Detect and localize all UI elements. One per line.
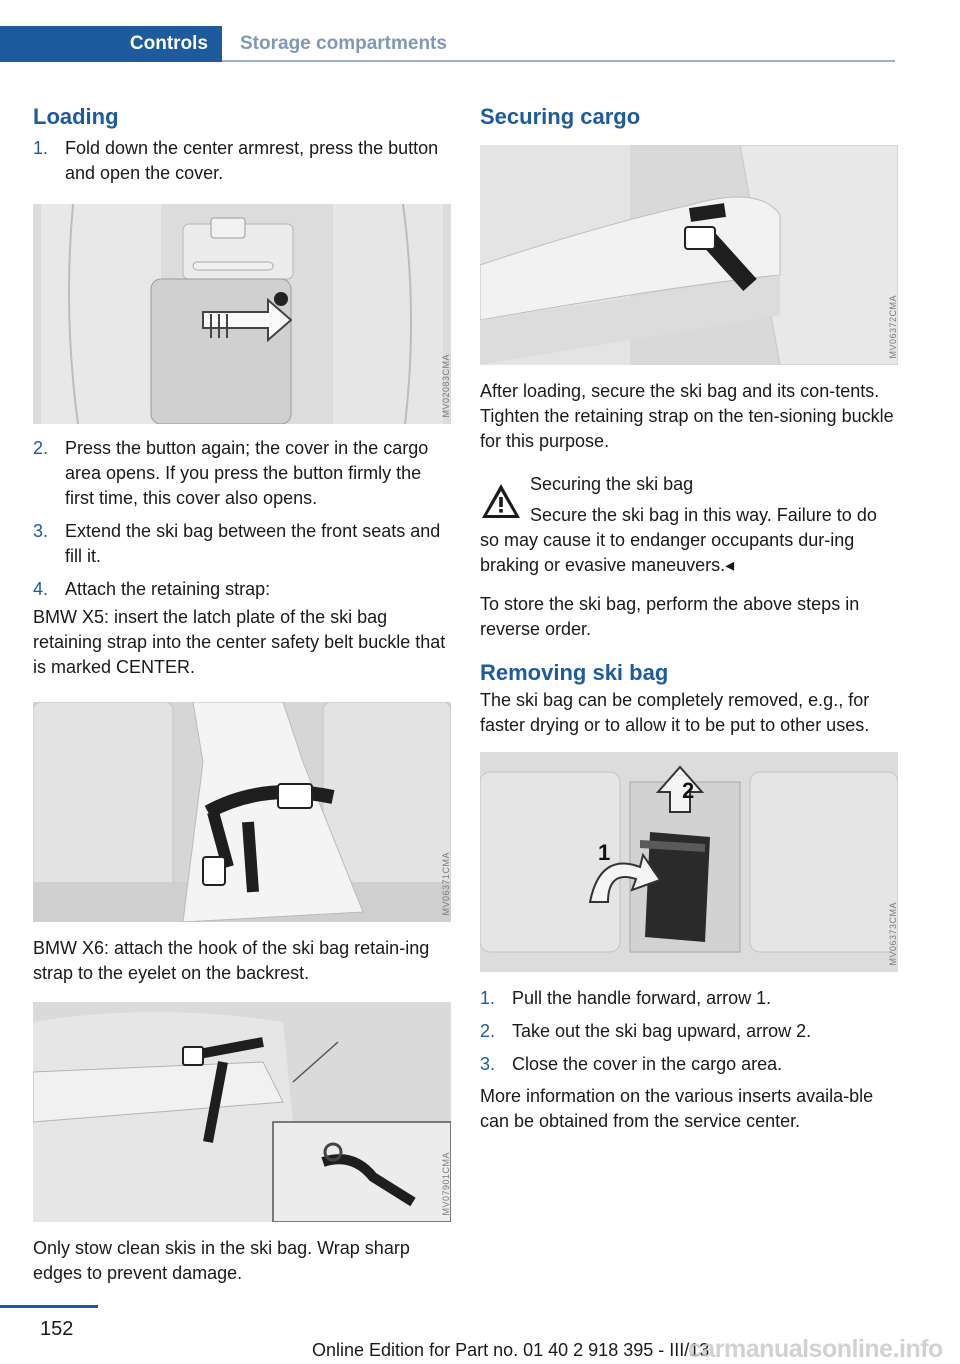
x5-strap-illustration bbox=[33, 702, 451, 922]
x6-hook-illustration bbox=[33, 1002, 451, 1222]
step-text: Pull the handle forward, arrow 1. bbox=[512, 988, 772, 1008]
ski-stowing-note: Only stow clean skis in the ski bag. Wrap sharp edges to prevent damage. bbox=[33, 1238, 410, 1283]
page-header bbox=[0, 26, 895, 62]
step-text: Take out the ski bag upward, arrow 2. bbox=[512, 1021, 812, 1041]
figure-code: MV06372CMA bbox=[888, 295, 898, 359]
loading-step-2 bbox=[33, 436, 451, 511]
section-tab-controls[interactable]: Controls bbox=[0, 26, 222, 62]
step-text: Fold down the center armrest, press the button and open the cover. bbox=[65, 138, 439, 183]
warning-title: Securing the ski bag bbox=[530, 474, 694, 494]
removal-step-2 bbox=[480, 1019, 898, 1044]
right-column bbox=[480, 100, 898, 1134]
step-number: 1. bbox=[480, 988, 496, 1008]
figure-code: MV06373CMA bbox=[888, 902, 898, 966]
figure-removing-bag bbox=[480, 752, 898, 972]
removal-step-1 bbox=[480, 986, 898, 1011]
securing-instructions: After loading, secure the ski bag and its con‐tents. Tighten the retaining strap on the ten‐sioning buckle for this purpose. bbox=[480, 381, 894, 451]
x5-instructions: BMW X5: insert the latch plate of the ski bag retaining strap into the center safety belt buckle that is marked CENTER. bbox=[33, 607, 446, 677]
warning-block bbox=[480, 472, 898, 578]
header-rule bbox=[222, 60, 895, 62]
step-text: Press the button again; the cover in the cargo area opens. If you press the button firmly the first time, this cover also opens. bbox=[65, 438, 429, 508]
loading-step-3 bbox=[33, 519, 451, 569]
section-tab-storage[interactable]: Storage compartments bbox=[240, 33, 447, 54]
arrow-1-label: 1 bbox=[598, 840, 611, 865]
figure-armrest-button bbox=[33, 204, 451, 424]
store-instructions: To store the ski bag, perform the above steps in reverse order. bbox=[480, 594, 860, 639]
page-number: 152 bbox=[40, 1318, 74, 1340]
heading-loading: Loading bbox=[33, 104, 119, 129]
armrest-illustration bbox=[33, 204, 451, 424]
step-number: 1. bbox=[33, 138, 49, 158]
arrow-2-label: 2 bbox=[682, 778, 695, 803]
step-number: 2. bbox=[33, 438, 49, 458]
securing-strap-illustration bbox=[480, 145, 898, 365]
more-info-text: More information on the various inserts availa‐ble can be obtained from the service center. bbox=[480, 1086, 874, 1131]
removing-bag-illustration bbox=[480, 752, 898, 972]
step-number: 3. bbox=[480, 1054, 496, 1074]
figure-code: MV06371CMA bbox=[441, 852, 451, 916]
removal-step-3 bbox=[480, 1052, 898, 1077]
loading-step-1 bbox=[33, 136, 451, 186]
warning-text: Secure the ski bag in this way. Failure to do so may cause it to endanger occupants dur‐ing braking or evasive maneuvers.◂ bbox=[480, 505, 877, 575]
figure-securing-strap bbox=[480, 145, 898, 365]
step-text: Attach the retaining strap: bbox=[65, 579, 271, 599]
removal-description: The ski bag can be completely removed, e.g., for faster drying or to allow it to be put to other uses. bbox=[480, 690, 870, 735]
edition-info: Online Edition for Part no. 01 40 2 918 395 - III/13 bbox=[312, 1340, 710, 1360]
step-number: 4. bbox=[33, 579, 49, 599]
loading-step-4 bbox=[33, 577, 451, 602]
figure-x6-hook bbox=[33, 1002, 451, 1222]
step-number: 2. bbox=[480, 1021, 496, 1041]
warning-triangle-icon bbox=[480, 482, 522, 520]
site-watermark: carmanualsonline.info bbox=[688, 1335, 943, 1363]
left-column bbox=[33, 100, 451, 1286]
step-text: Close the cover in the cargo area. bbox=[512, 1054, 783, 1074]
heading-securing-cargo: Securing cargo bbox=[480, 104, 641, 129]
footer-rule bbox=[0, 1305, 98, 1308]
figure-code: MV07901CMA bbox=[441, 1152, 451, 1216]
figure-code: MV02083CMA bbox=[441, 354, 451, 418]
step-number: 3. bbox=[33, 521, 49, 541]
figure-x5-strap bbox=[33, 702, 451, 922]
step-text: Extend the ski bag between the front seats and fill it. bbox=[65, 521, 441, 566]
x6-instructions: BMW X6: attach the hook of the ski bag retain‐ing strap to the eyelet on the backrest. bbox=[33, 938, 430, 983]
heading-removing-ski-bag: Removing ski bag bbox=[480, 660, 669, 685]
